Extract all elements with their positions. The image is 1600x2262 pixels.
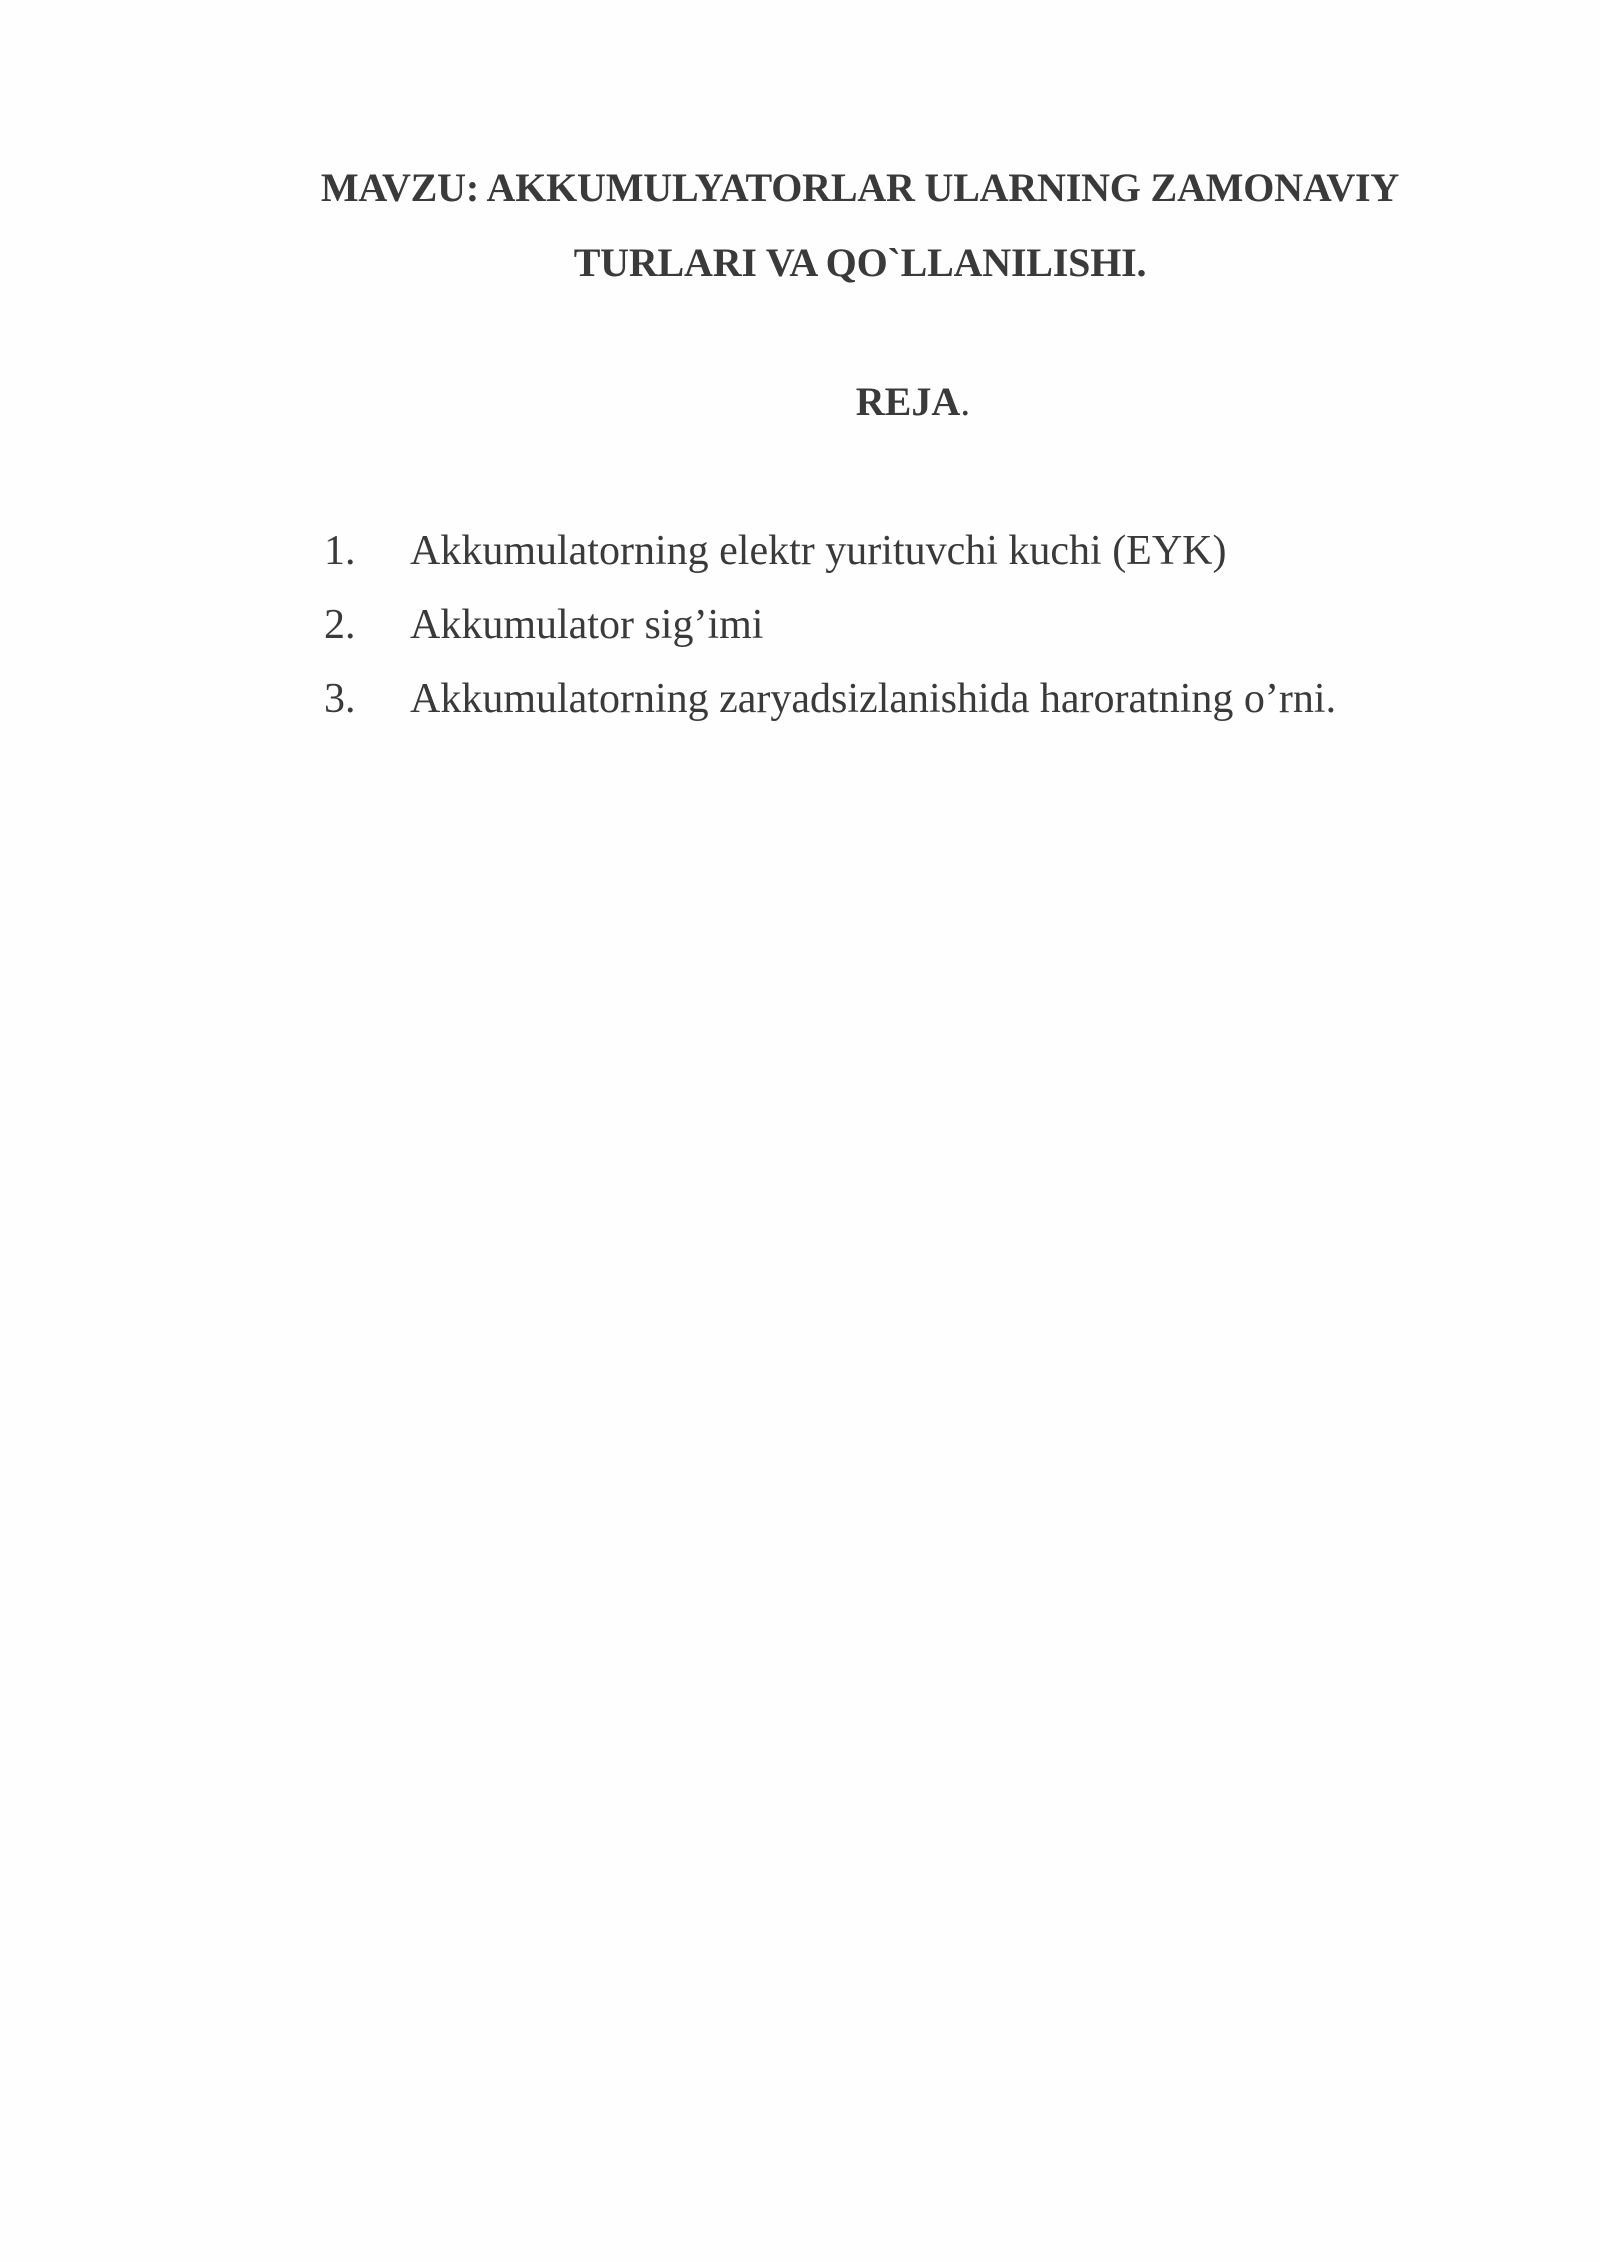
list-item-number: 2. (324, 602, 356, 648)
list-item-text: Akkumulatorning zaryadsizlanishida haroratning o’rni. (410, 676, 1337, 722)
document-title (240, 150, 1480, 300)
list-item-number: 1. (324, 528, 356, 574)
list-item-text: Akkumulator sig’imi (410, 602, 764, 648)
list-item-text: Akkumulatorning elektr yurituvchi kuchi (EYK) (410, 528, 1227, 574)
plan-heading (0, 372, 1600, 432)
plan-heading-punct: . (960, 379, 971, 424)
plan-heading-word: REJA (855, 379, 961, 424)
title-line-2: TURLARI VA QO`LLANILISHI. (573, 240, 1147, 285)
list-item-number: 3. (324, 676, 356, 722)
title-line-1: MAVZU: AKKUMULYATORLAR ULARNING ZAMONAVIY (320, 165, 1400, 210)
